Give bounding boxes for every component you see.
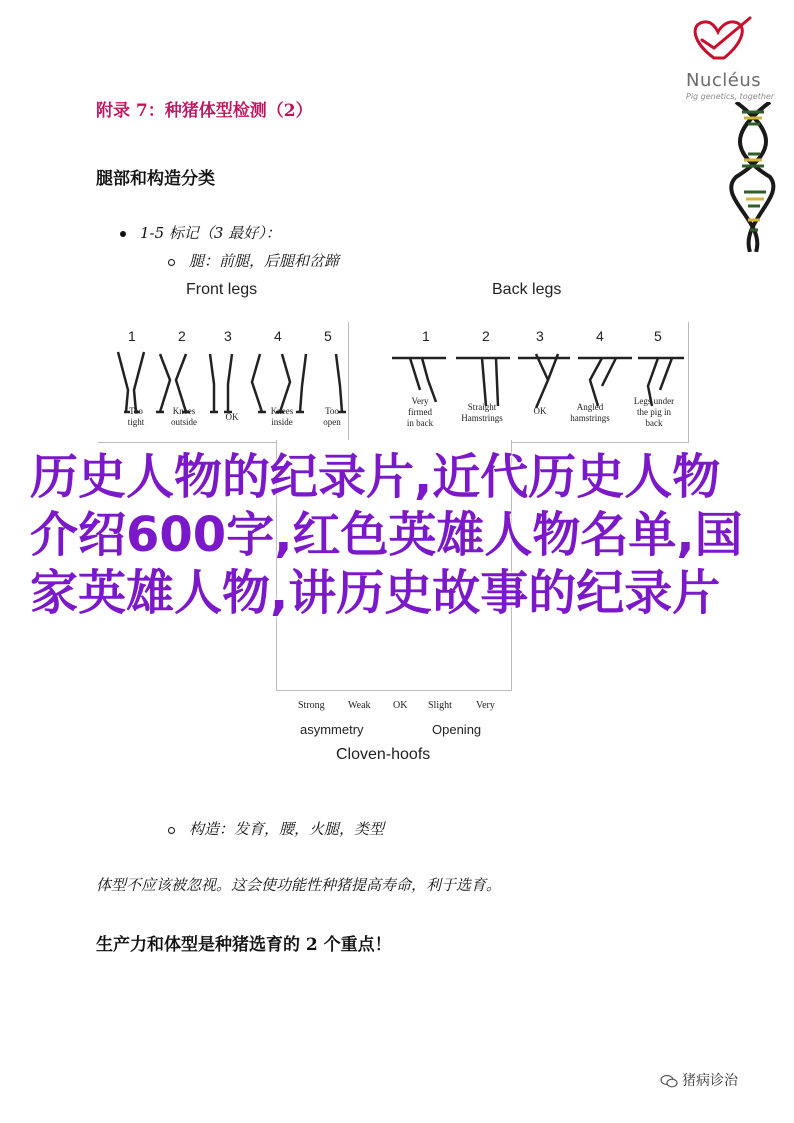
hoof-caption: Strong <box>298 700 325 711</box>
legs-sub-bullet <box>168 250 339 271</box>
bullet-circle-icon <box>168 827 175 834</box>
back-leg-caption: OK <box>533 406 547 416</box>
front-leg-number: 5 <box>324 328 332 344</box>
back-legs-panel <box>386 322 689 443</box>
logo-name: Nucléus <box>686 70 762 91</box>
back-leg-number: 5 <box>654 328 662 344</box>
back-leg-caption: Straight Hamstrings <box>461 402 503 423</box>
front-legs-panel <box>98 322 349 443</box>
back-leg-number: 3 <box>536 328 544 344</box>
front-leg-caption: Knees outside <box>171 406 197 427</box>
heart-check-logo-icon <box>672 12 782 72</box>
logo-tagline: Pig genetics, together <box>686 92 775 101</box>
back-leg-caption: Very firmed in back <box>406 396 434 428</box>
structure-bullet-text: 构造：发育，腰，火腿，类型 <box>189 820 385 838</box>
hoof-caption: Slight <box>428 700 452 711</box>
front-legs-title: Front legs <box>186 281 258 298</box>
key-point: 生产力和体型是种猪选育的 2 个重点！ <box>96 935 392 955</box>
dna-helix-icon <box>726 102 782 252</box>
overlay-headline: 历史人物的纪录片,近代历史人物介绍600字,红色英雄人物名单,国家英雄人物,讲历史故事的纪录片 <box>30 449 743 621</box>
structure-bullet <box>168 818 384 839</box>
hoof-axis-left: asymmetry <box>300 722 364 737</box>
back-leg-caption: Angled hamstrings <box>570 402 610 423</box>
back-leg-caption: Legs under the pig in back <box>633 396 675 428</box>
watermark <box>660 1070 738 1090</box>
legs-sub-bullet-text: 腿：前腿，后腿和岔蹄 <box>189 252 340 270</box>
hooves-title: Cloven-hoofs <box>336 746 431 763</box>
hoof-caption: Weak <box>348 700 371 711</box>
back-legs-title: Back legs <box>492 281 562 298</box>
bullet-dot-icon <box>120 231 126 237</box>
section-title: 腿部和构造分类 <box>96 169 215 189</box>
appendix-title: 附录 7：种猪体型检测（2） <box>96 101 313 121</box>
back-leg-number: 4 <box>596 328 604 344</box>
wechat-icon <box>660 1074 678 1088</box>
front-leg-number: 3 <box>224 328 232 344</box>
body-note: 体型不应该被忽视。这会使功能性种猪提高寿命，利于选育。 <box>96 876 502 894</box>
front-leg-number: 2 <box>178 328 186 344</box>
back-leg-number: 1 <box>422 328 430 344</box>
bullet-circle-icon <box>168 259 175 266</box>
front-leg-number: 4 <box>274 328 282 344</box>
score-bullet-text: 1-5 标记（3 最好）： <box>140 224 281 242</box>
front-leg-caption: Knees inside <box>270 406 294 427</box>
nucleus-logo <box>672 12 782 252</box>
front-leg-caption: Too tight <box>127 406 145 427</box>
front-leg-caption: Too open <box>323 406 341 427</box>
front-leg-caption: OK <box>225 412 239 422</box>
hoof-caption: Very <box>476 700 495 711</box>
watermark-text: 猪病诊治 <box>682 1073 738 1089</box>
hoof-axis-right: Opening <box>432 722 482 737</box>
hoof-caption: OK <box>393 700 408 711</box>
score-bullet <box>120 222 281 243</box>
back-leg-number: 2 <box>482 328 490 344</box>
front-leg-number: 1 <box>128 328 136 344</box>
